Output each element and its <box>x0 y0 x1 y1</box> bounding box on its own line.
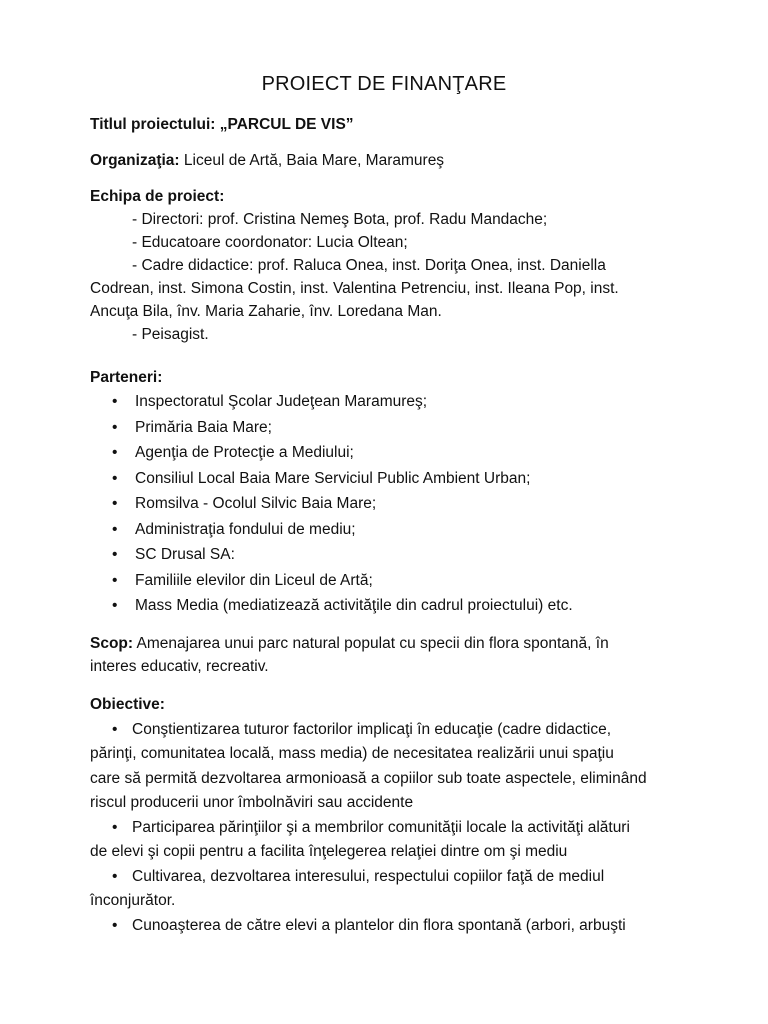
document-title: PROIECT DE FINANŢARE <box>261 73 507 95</box>
team-teachers-line3: Ancuţa Bila, înv. Maria Zaharie, înv. Loredana Man. <box>90 303 442 320</box>
bullet-icon: • <box>112 867 118 885</box>
project-title-value: „PARCUL DE VIS” <box>219 116 354 133</box>
bullet-icon: • <box>112 520 118 538</box>
bullet-icon: • <box>112 469 118 487</box>
partners-label: Parteneri: <box>90 369 163 386</box>
partners-list <box>90 389 730 619</box>
team-section <box>90 185 730 346</box>
organization-value: Liceul de Artă, Baia Mare, Maramureş <box>183 152 445 169</box>
bullet-icon: • <box>112 720 118 738</box>
list-item: • Agenţia de Protecţie a Mediului; <box>90 440 730 466</box>
objective-item-participation: • Participarea părinţiilor şi a membrilor comunităţii locale la activităţi alături de elevi şi copii pentru a facilita înţelegerea relaţiei dintre om şi mediu <box>90 816 730 865</box>
list-item: • Mass Media (mediatizează activităţile din cadrul proiectului) etc. <box>90 593 730 619</box>
team-directors: - Directori: prof. Cristina Nemeş Bota, prof. Radu Mandache; <box>132 211 548 228</box>
organization-label: Organizaţia: <box>90 152 180 169</box>
bullet-icon: • <box>112 418 118 436</box>
bullet-icon: • <box>112 916 118 934</box>
list-item: • Familiile elevilor din Liceul de Artă; <box>90 568 730 594</box>
scope-label: Scop: <box>90 635 134 652</box>
objective-item-awareness: • Conştientizarea tuturor factorilor implicaţi în educaţie (cadre didactice, părinţi, comunitatea locală, mass media) de necesitatea realizării unui spaţiu care să permită dezvoltarea armonioasă a copiilor sub toate aspectele, eliminând riscul producerii unor îmbolnăviri sau accidente <box>90 718 730 816</box>
bullet-icon: • <box>112 818 118 836</box>
bullet-icon: • <box>112 495 118 512</box>
scope-line1: Scop: Amenajarea unui parc natural populat cu specii din flora spontană, în <box>90 635 609 652</box>
team-teachers-line1: - Cadre didactice: prof. Raluca Onea, inst. Doriţa Onea, inst. Daniella <box>132 257 606 274</box>
team-landscaper: - Peisagist. <box>132 326 209 343</box>
partners-section <box>90 366 730 619</box>
team-coordinator: - Educatoare coordonator: Lucia Oltean; <box>132 234 408 251</box>
bullet-icon: • <box>112 546 118 563</box>
bullet-icon: • <box>112 571 118 589</box>
list-item: • Romsilva - Ocolul Silvic Baia Mare; <box>90 491 730 517</box>
bullet-icon: • <box>112 393 118 410</box>
team-teachers-line2: Codrean, inst. Simona Costin, inst. Valentina Petrenciu, inst. Ileana Pop, inst. <box>90 280 619 297</box>
objective-item-interest: • Cultivarea, dezvoltarea interesului, respectului copiilor faţă de mediul înconjurător. <box>90 865 730 914</box>
scope-line2: interes educativ, recreativ. <box>90 658 269 675</box>
objective-item-plants: • Cunoaşterea de către elevi a plantelor din flora spontană (arbori, arbuşti <box>90 914 730 939</box>
team-label: Echipa de proiect: <box>90 188 225 205</box>
bullet-icon: • <box>112 597 118 614</box>
list-item: • Primăria Baia Mare; <box>90 415 730 441</box>
project-title-label: Titlul proiectului: <box>90 116 216 133</box>
list-item: • SC Drusal SA: <box>90 542 730 568</box>
scope-section <box>90 632 730 678</box>
organization-line <box>90 149 730 172</box>
list-item: • Inspectoratul Şcolar Judeţean Maramureş; <box>90 389 730 415</box>
list-item: • Administraţia fondului de mediu; <box>90 517 730 543</box>
objectives-section <box>90 693 730 938</box>
list-item: • Consiliul Local Baia Mare Serviciul Public Ambient Urban; <box>90 466 730 492</box>
project-title-line <box>90 113 730 136</box>
bullet-icon: • <box>112 444 118 461</box>
objectives-label: Obiective: <box>90 696 165 713</box>
